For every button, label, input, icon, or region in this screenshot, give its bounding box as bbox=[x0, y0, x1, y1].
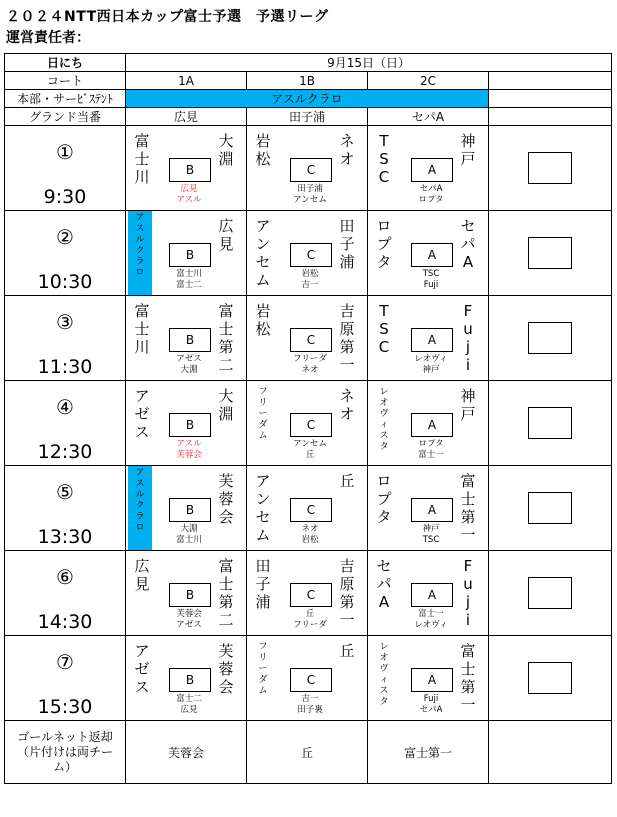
slot-row bbox=[5, 636, 612, 721]
referee-teams bbox=[396, 269, 466, 291]
referee-teams bbox=[275, 354, 345, 376]
court-box: A bbox=[411, 158, 453, 182]
match-cell bbox=[247, 126, 368, 211]
referee-1: ネオ bbox=[301, 524, 319, 534]
referee-1: Fuji bbox=[423, 694, 439, 704]
referee-2: フリーダ bbox=[293, 620, 327, 630]
court-box: A bbox=[411, 498, 453, 522]
match-cell bbox=[126, 466, 247, 551]
court-box: A bbox=[411, 328, 453, 352]
away-team: 神 戸 bbox=[460, 132, 476, 168]
slot-time: 9:30 bbox=[43, 186, 87, 208]
footer-extra bbox=[489, 721, 612, 784]
home-team: 広 見 bbox=[134, 557, 150, 593]
court-box: A bbox=[411, 243, 453, 267]
away-team: F u j i bbox=[463, 302, 473, 374]
referee-teams bbox=[275, 524, 345, 546]
court-box: A bbox=[411, 583, 453, 607]
home-team: ア ゼ ス bbox=[134, 387, 150, 441]
slot-row bbox=[5, 126, 612, 211]
home-team: 岩 松 bbox=[255, 132, 271, 168]
slot-time: 13:30 bbox=[37, 526, 93, 548]
referee-2: TSC bbox=[422, 535, 440, 545]
referee-teams bbox=[154, 609, 224, 631]
home-team: ア ン セ ム bbox=[255, 217, 271, 289]
result-box[interactable] bbox=[528, 662, 572, 694]
referee-1: ロプタ bbox=[418, 439, 444, 449]
referee-2: アゼス bbox=[176, 620, 202, 630]
slot-number: ⑤ bbox=[56, 480, 74, 504]
slot-number: ④ bbox=[56, 395, 74, 419]
referee-teams bbox=[275, 439, 345, 461]
staff-value: アスルクラロ bbox=[126, 90, 489, 108]
referee-2: 丘 bbox=[305, 450, 315, 460]
slot-cell bbox=[5, 636, 126, 721]
slot-cell bbox=[5, 211, 126, 296]
court-box: C bbox=[290, 158, 332, 182]
match-cell bbox=[126, 211, 247, 296]
date-label: 日にち bbox=[5, 54, 126, 72]
court-box: C bbox=[290, 413, 332, 437]
slot-time: 11:30 bbox=[37, 356, 93, 378]
footer-value-1a: 芙蓉会 bbox=[126, 721, 247, 784]
staff-extra bbox=[489, 90, 612, 108]
referee-2: 神戸 bbox=[422, 365, 440, 375]
referee-1: セパA bbox=[419, 184, 443, 194]
away-team: 広 見 bbox=[218, 217, 234, 253]
away-team: 芙 蓉 会 bbox=[218, 642, 234, 696]
home-team: T S C bbox=[378, 302, 390, 356]
referee-teams bbox=[396, 609, 466, 631]
referee-1: 大淵 bbox=[180, 524, 198, 534]
away-team: 大 淵 bbox=[218, 387, 234, 423]
referee-2: セパA bbox=[419, 705, 443, 715]
away-team: 神 戸 bbox=[460, 387, 476, 423]
referee-1: 丘 bbox=[305, 609, 315, 619]
footer-value-2c: 富士第一 bbox=[368, 721, 489, 784]
away-team: 吉 原 第 一 bbox=[339, 302, 355, 374]
result-cell bbox=[489, 381, 612, 466]
home-team: ロ プ タ bbox=[376, 217, 392, 271]
slot-row bbox=[5, 466, 612, 551]
referee-1: 富士一 bbox=[418, 609, 444, 619]
ground-extra bbox=[489, 108, 612, 126]
referee-1: 岩松 bbox=[301, 269, 319, 279]
slot-row bbox=[5, 381, 612, 466]
referee-teams bbox=[396, 354, 466, 376]
referee-teams bbox=[275, 694, 345, 716]
result-cell bbox=[489, 551, 612, 636]
result-box[interactable] bbox=[528, 407, 572, 439]
court-box: A bbox=[411, 668, 453, 692]
home-team: ア ゼ ス bbox=[134, 642, 150, 696]
court-box: B bbox=[169, 668, 211, 692]
referee-teams bbox=[275, 609, 345, 631]
slot-time: 14:30 bbox=[37, 611, 93, 633]
match-cell bbox=[368, 636, 489, 721]
result-box[interactable] bbox=[528, 577, 572, 609]
referee-teams bbox=[275, 184, 345, 206]
match-cell bbox=[368, 296, 489, 381]
away-team: 富 士 第 一 bbox=[460, 472, 476, 544]
referee-1: 富士二 bbox=[176, 694, 202, 704]
court-box: B bbox=[169, 413, 211, 437]
slot-cell bbox=[5, 551, 126, 636]
match-cell bbox=[368, 381, 489, 466]
slot-cell bbox=[5, 126, 126, 211]
footer-value-1b: 丘 bbox=[247, 721, 368, 784]
court-box: C bbox=[290, 498, 332, 522]
referee-teams bbox=[396, 524, 466, 546]
away-team: ネ オ bbox=[339, 387, 355, 423]
match-cell bbox=[247, 636, 368, 721]
match-cell bbox=[247, 381, 368, 466]
away-team: F u j i bbox=[463, 557, 473, 629]
away-team: 大 淵 bbox=[218, 132, 234, 168]
referee-teams bbox=[154, 269, 224, 291]
referee-teams bbox=[154, 184, 224, 206]
home-team: ア ス ル ク ラ ロ bbox=[128, 211, 152, 295]
referee-2: レオヴィ bbox=[414, 620, 448, 630]
staff-label: 本部・サーﾋﾞｽﾃﾝﾄ bbox=[5, 90, 126, 108]
match-cell bbox=[247, 466, 368, 551]
referee-2: Fuji bbox=[423, 280, 439, 290]
referee-2: 大淵 bbox=[180, 365, 198, 375]
court-box: B bbox=[169, 498, 211, 522]
referee-1: 田子浦 bbox=[297, 184, 323, 194]
result-box[interactable] bbox=[528, 492, 572, 524]
match-cell bbox=[126, 296, 247, 381]
referee-1: 神戸 bbox=[422, 524, 440, 534]
referee-2: 広見 bbox=[180, 705, 198, 715]
referee-teams bbox=[154, 524, 224, 546]
slot-row bbox=[5, 296, 612, 381]
match-cell bbox=[247, 211, 368, 296]
slot-time: 12:30 bbox=[37, 441, 93, 463]
court-box: A bbox=[411, 413, 453, 437]
slot-number: ② bbox=[56, 225, 74, 249]
referee-2: 吉一 bbox=[301, 280, 319, 290]
match-cell bbox=[126, 126, 247, 211]
referee-teams bbox=[275, 269, 345, 291]
court-box: C bbox=[290, 583, 332, 607]
referee-2: アンセム bbox=[293, 195, 327, 205]
home-team: 岩 松 bbox=[255, 302, 271, 338]
referee-1: フリーダ bbox=[293, 354, 327, 364]
result-cell bbox=[489, 466, 612, 551]
court-1b: 1B bbox=[247, 72, 368, 90]
slot-cell bbox=[5, 466, 126, 551]
match-cell bbox=[126, 381, 247, 466]
away-team: 富 士 第 一 bbox=[460, 642, 476, 714]
home-team: 田 子 浦 bbox=[255, 557, 271, 611]
court-2c: 2C bbox=[368, 72, 489, 90]
away-team: 富 士 第 二 bbox=[218, 302, 234, 374]
result-box[interactable] bbox=[528, 322, 572, 354]
court-box: C bbox=[290, 668, 332, 692]
home-team: ア ン セ ム bbox=[255, 472, 271, 544]
footer-label-line: ゴールネット返却 bbox=[17, 729, 113, 744]
ground-2c: セパA bbox=[368, 108, 489, 126]
referee-2: ネオ bbox=[301, 365, 319, 375]
home-team: ロ プ タ bbox=[376, 472, 392, 526]
away-team: セ パ A bbox=[460, 217, 476, 271]
match-cell bbox=[368, 551, 489, 636]
away-team: 丘 bbox=[339, 472, 355, 490]
referee-teams bbox=[396, 694, 466, 716]
referee-2: 岩松 bbox=[301, 535, 319, 545]
result-cell bbox=[489, 126, 612, 211]
result-cell bbox=[489, 211, 612, 296]
away-team: 吉 原 第 一 bbox=[339, 557, 355, 629]
referee-1: 広見 bbox=[180, 184, 198, 194]
match-cell bbox=[126, 551, 247, 636]
referee-teams bbox=[396, 439, 466, 461]
home-team: フ リ ー ダ ム bbox=[258, 387, 268, 441]
court-box: B bbox=[169, 243, 211, 267]
referee-teams bbox=[154, 439, 224, 461]
slot-cell bbox=[5, 296, 126, 381]
footer-label-line: （片付けは両チー bbox=[16, 744, 113, 759]
match-cell bbox=[368, 126, 489, 211]
match-cell bbox=[247, 551, 368, 636]
away-team: 丘 bbox=[339, 642, 355, 660]
referee-teams bbox=[154, 354, 224, 376]
referee-2: 田子裏 bbox=[297, 705, 323, 715]
page-title: ２０２４NTT西日本カップ富士予選 予選リーグ bbox=[6, 9, 329, 25]
home-team: ア ス ル ク ラ ロ bbox=[128, 466, 152, 550]
away-team: 富 士 第 二 bbox=[218, 557, 234, 629]
away-team: 芙 蓉 会 bbox=[218, 472, 234, 526]
footer-label-line: ム） bbox=[52, 759, 77, 774]
slot-cell bbox=[5, 381, 126, 466]
ground-1a: 広見 bbox=[126, 108, 247, 126]
court-label: コート bbox=[5, 72, 126, 90]
match-cell bbox=[126, 636, 247, 721]
slot-row bbox=[5, 211, 612, 296]
referee-teams bbox=[154, 694, 224, 716]
footer-label bbox=[5, 721, 126, 784]
referee-2: 富士一 bbox=[418, 450, 444, 460]
result-box[interactable] bbox=[528, 152, 572, 184]
slot-row bbox=[5, 551, 612, 636]
away-team: 田 子 浦 bbox=[339, 217, 355, 271]
manager-label: 運営責任者： bbox=[6, 30, 90, 46]
home-team: レ オ ヴ ィ ス タ bbox=[379, 642, 389, 707]
ground-label: グランド当番 bbox=[5, 108, 126, 126]
referee-2: ロプタ bbox=[418, 195, 444, 205]
slot-number: ⑥ bbox=[56, 565, 74, 589]
court-box: B bbox=[169, 328, 211, 352]
referee-1: レオヴィ bbox=[414, 354, 448, 364]
home-team: 富 士 川 bbox=[134, 302, 150, 356]
home-team: 富 士 川 bbox=[134, 132, 150, 186]
referee-1: 芙蓉会 bbox=[176, 609, 202, 619]
referee-2: 富士川 bbox=[176, 535, 202, 545]
home-team: レ オ ヴ ィ ス タ bbox=[379, 387, 389, 452]
referee-1: アンセム bbox=[293, 439, 327, 449]
referee-1: TSC bbox=[422, 269, 440, 279]
slot-time: 10:30 bbox=[37, 271, 93, 293]
slot-number: ① bbox=[56, 140, 74, 164]
court-box: C bbox=[290, 243, 332, 267]
result-cell bbox=[489, 296, 612, 381]
referee-1: 富士川 bbox=[176, 269, 202, 279]
court-box: B bbox=[169, 583, 211, 607]
match-cell bbox=[247, 296, 368, 381]
result-box[interactable] bbox=[528, 237, 572, 269]
match-cell bbox=[368, 211, 489, 296]
home-team: T S C bbox=[378, 132, 390, 186]
slot-number: ⑦ bbox=[56, 650, 74, 674]
referee-2: 富士二 bbox=[176, 280, 202, 290]
away-team: ネ オ bbox=[339, 132, 355, 168]
schedule-table bbox=[4, 53, 612, 784]
referee-1: アスル bbox=[176, 439, 202, 449]
court-box: C bbox=[290, 328, 332, 352]
date-value: 9月15日（日） bbox=[126, 54, 612, 72]
referee-1: 吉一 bbox=[301, 694, 319, 704]
home-team: フ リ ー ダ ム bbox=[258, 642, 268, 696]
slot-time: 15:30 bbox=[37, 696, 93, 718]
match-cell bbox=[368, 466, 489, 551]
court-1a: 1A bbox=[126, 72, 247, 90]
referee-2: 芙蓉会 bbox=[176, 450, 202, 460]
court-box: B bbox=[169, 158, 211, 182]
referee-1: アゼス bbox=[176, 354, 202, 364]
home-team: セ パ A bbox=[376, 557, 392, 611]
slot-number: ③ bbox=[56, 310, 74, 334]
referee-teams bbox=[396, 184, 466, 206]
ground-1b: 田子浦 bbox=[247, 108, 368, 126]
court-extra bbox=[489, 72, 612, 90]
footer-row bbox=[5, 721, 612, 784]
result-cell bbox=[489, 636, 612, 721]
referee-2: アスル bbox=[176, 195, 202, 205]
